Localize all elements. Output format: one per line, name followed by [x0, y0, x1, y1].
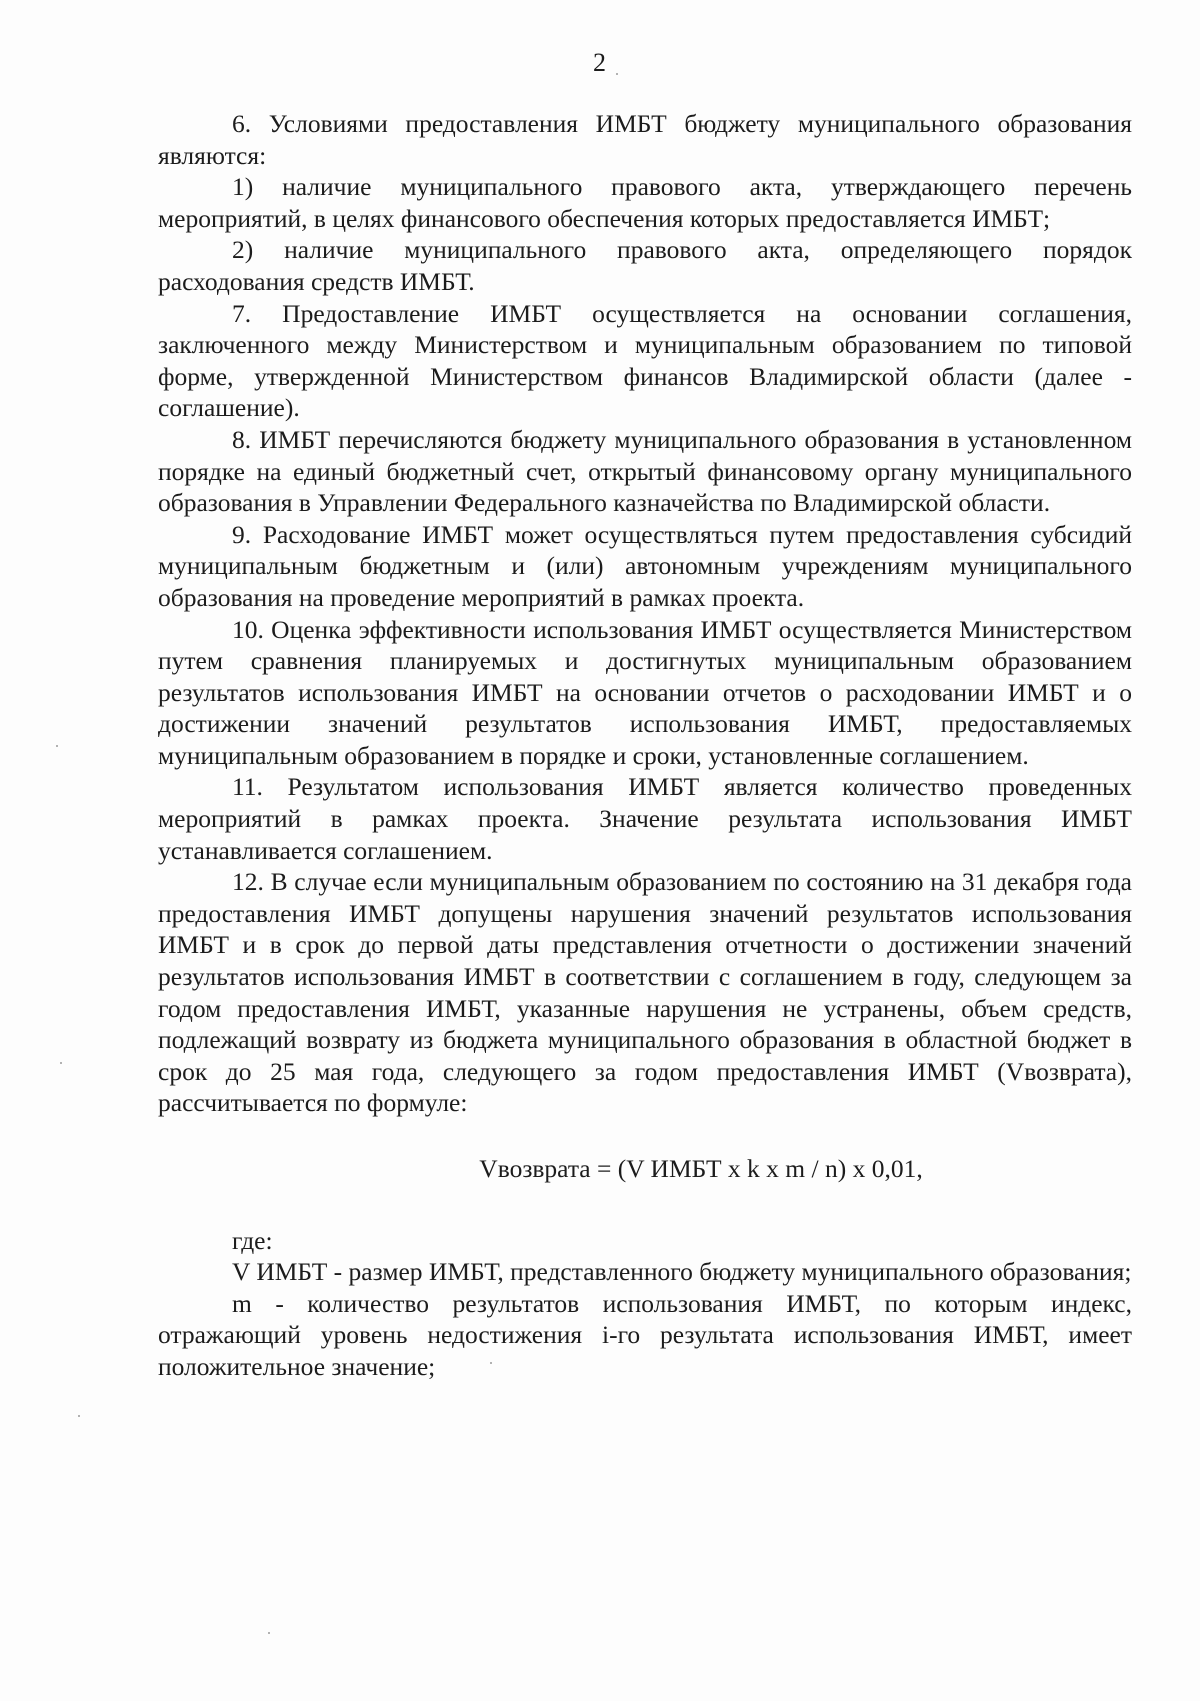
- paragraph-6-item-1: 1) наличие муниципального правового акта, утверждающего перечень мероприятий, в целях финансового обеспечения которых предоставляется ИМБТ;: [158, 172, 1132, 233]
- paragraph-8: 8. ИМБТ перечисляются бюджету муниципального образования в установленном порядке на единый бюджетный счет, открытый финансовому органу муниципального образования в Управлении Федерального казначейства по Владимирской области.: [158, 424, 1132, 518]
- page-number: 2: [593, 48, 607, 77]
- paragraph-11: 11. Результатом использования ИМБТ является количество проведенных мероприятий в рамках проекта. Значение результата использования ИМБТ устанавливается соглашением.: [158, 772, 1132, 865]
- paragraph-10: 10. Оценка эффективности использования ИМБТ осуществляется Министерством путем сравнения планируемых и достигнутых муниципальным образованием результатов использования ИМБТ на основании отчетов о расходовании ИМБТ и о достижении значений результатов использования ИМБТ, предоставляемых муниципальным образованием в порядке и сроки, установленные соглашением.: [158, 614, 1132, 770]
- definition-v-imbt: V ИМБТ - размер ИМБТ, представленного бюджету муниципального образования;: [232, 1257, 1132, 1287]
- scan-speck: [268, 1632, 270, 1634]
- scan-speck: [490, 1362, 492, 1364]
- formula: Vвозврата = (V ИМБТ x k x m / n) x 0,01,: [479, 1154, 923, 1183]
- document-body: [158, 108, 1132, 1383]
- scan-speck: [78, 1415, 80, 1417]
- definition-m: m - количество результатов использования ИМБТ, по которым индекс, отражающий уровень недостижения i-го результата использования ИМБТ, имеет положительное значение;: [158, 1288, 1132, 1381]
- where-label: где:: [232, 1225, 273, 1255]
- paragraph-7: 7. Предоставление ИМБТ осуществляется на основании соглашения, заключенного между Министерством и муниципальным образованием по типовой форме, утвержденной Министерством финансов Владимирской области (далее - соглашение).: [158, 298, 1132, 423]
- paragraph-6-item-2: 2) наличие муниципального правового акта, определяющего порядок расходования средств ИМБТ.: [158, 235, 1132, 296]
- paragraph-12: 12. В случае если муниципальным образованием по состоянию на 31 декабря года предоставления ИМБТ допущены нарушения значений результатов использования ИМБТ и в срок до первой даты представления отчетности о достижении значений результатов использования ИМБТ в соответствии с соглашением в году, следующем за годом предоставления ИМБТ, указанные нарушения не устранены, объем средств, подлежащий возврату из бюджета муниципального образования в областной бюджет в срок до 25 мая года, следующего за годом предоставления ИМБТ (Vвозврата), рассчитывается по формуле:: [158, 867, 1132, 1118]
- paragraph-6: 6. Условиями предоставления ИМБТ бюджету муниципального образования являются:: [158, 109, 1132, 170]
- scan-speck: [60, 1062, 62, 1064]
- paragraph-9: 9. Расходование ИМБТ может осуществляться путем предоставления субсидий муниципальным бюджетным и (или) автономным учреждениям муниципального образования на проведение мероприятий в рамках проекта.: [158, 519, 1132, 612]
- scan-speck: [616, 73, 618, 75]
- scan-speck: [56, 745, 58, 747]
